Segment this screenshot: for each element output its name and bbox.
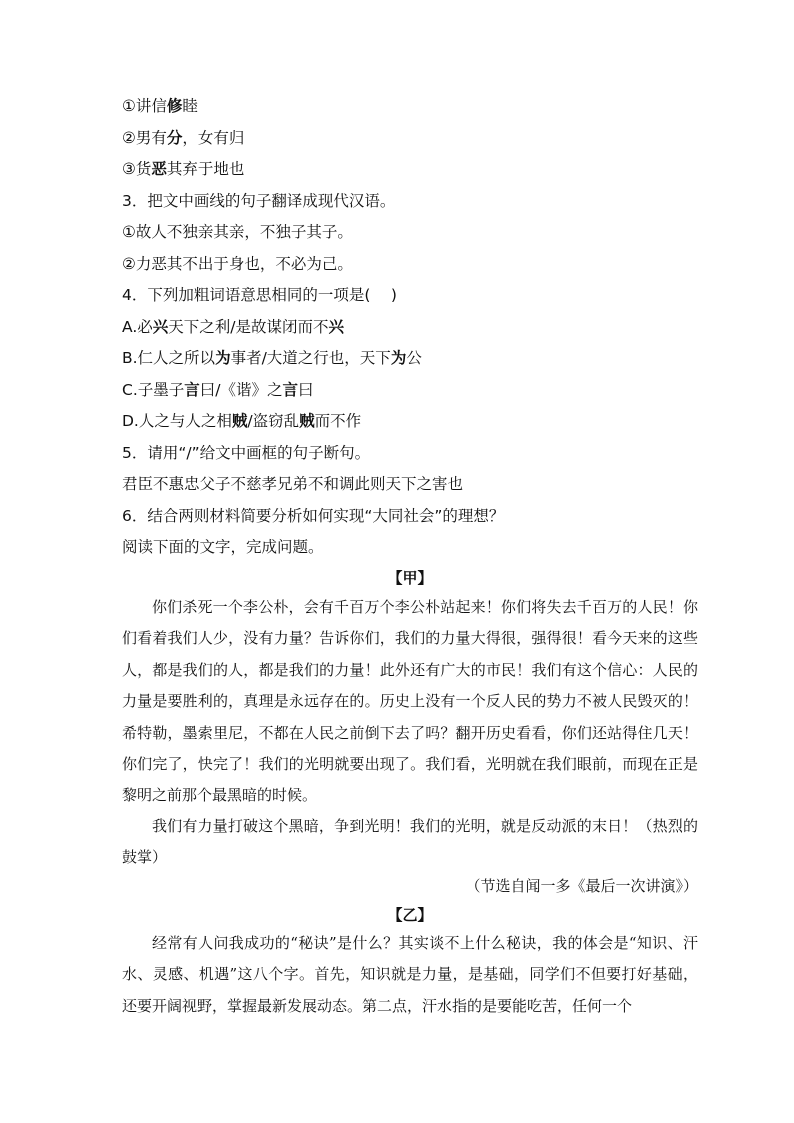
option-b-text-3: 公	[406, 349, 422, 367]
question-3-title: 3．把文中画线的句子翻译成现代汉语。	[122, 192, 396, 210]
option-c-text-2: 曰/《谐》之	[199, 381, 283, 399]
item-3-text: ③货	[122, 160, 152, 178]
item-2	[122, 128, 244, 148]
option-d-text-3: 而不作	[314, 412, 362, 430]
item-3	[122, 159, 244, 179]
option-c-bold-1: 言	[184, 381, 200, 399]
reading-intro: 阅读下面的文字，完成问题。	[122, 538, 324, 556]
option-b-text-2: 事者/大道之行也，天下	[230, 349, 391, 367]
passage-jia-paragraph-1: 你们杀死一个李公朴，会有千百万个李公朴站起来！你们将失去千百万的人民！你们看着我们人少，没有力量？告诉你们，我们的力量大得很，强得很！看今天来的这些人，都是我们的人，都是我们的力量！此外还有广大的市民！我们有这个信心：人民的力量是要胜利的，真理是永远存在的。历史上没有一个反人民的势力不被人民毁灭的！希特勒，墨索里尼，不都在人民之前倒下去了吗？翻开历史看看，你们还站得住几天！你们完了，快完了！我们的光明就要出现了。我们看，光明就在我们眼前，而现在正是黎明之前那个最黑暗的时候。	[122, 598, 698, 805]
option-a-bold-2: 兴	[328, 318, 345, 336]
passage-jia-heading: 【甲】	[387, 569, 433, 587]
passage-yi-heading: 【乙】	[387, 906, 433, 924]
option-c-bold-2: 言	[282, 381, 299, 399]
option-b-bold-1: 为	[215, 349, 231, 367]
item-2-text-end: ，女有归	[182, 129, 245, 147]
item-3-bold-word: 恶	[151, 160, 167, 178]
option-a-text: A.必	[122, 318, 153, 336]
item-2-text: ②男有	[122, 129, 167, 147]
question-4-option-b	[122, 348, 422, 368]
option-b-text: B.仁人之所以	[122, 349, 216, 367]
question-4-option-c	[122, 380, 314, 400]
option-d-text-2: /盗窃乱	[247, 412, 300, 430]
question-6-title: 6．结合两则材料简要分析如何实现“大同社会”的理想？	[122, 507, 505, 525]
option-d-text: D.人之与人之相	[122, 412, 232, 430]
item-2-bold-word: 分	[166, 129, 183, 147]
option-d-bold-1: 贼	[231, 412, 248, 430]
passage-jia-paragraph-2: 我们有力量打破这个黑暗，争到光明！我们的光明，就是反动派的末日！（热烈的鼓掌）	[122, 817, 698, 867]
option-a-text-2: 天下之利/是故谋闭而不	[168, 318, 329, 336]
question-3-sentence-1: ①故人不独亲其亲，不独子其子。	[122, 223, 353, 241]
option-c-text-3: 曰	[298, 381, 314, 399]
option-d-bold-2: 贼	[299, 412, 315, 430]
question-4-title: 4．下列加粗词语意思相同的一项是( )	[122, 286, 397, 304]
item-1	[122, 96, 198, 116]
question-4-option-d	[122, 411, 361, 431]
item-1-text-end: 睦	[182, 97, 198, 115]
passage-jia-source: （节选自闻一多《最后一次讲演》）	[465, 877, 698, 895]
item-1-text: ①讲信	[122, 97, 167, 115]
item-3-text-end: 其弃于地也	[166, 160, 245, 178]
passage-yi-paragraph-1: 经常有人问我成功的“秘诀”是什么？其实谈不上什么秘诀，我的体会是“知识、汗水、灵感、机遇”这八个字。首先，知识就是力量，是基础，同学们不但要打好基础，还要开阔视野，掌握最新发展动态。第二点，汗水指的是要能吃苦，任何一个	[122, 934, 698, 1015]
question-4-option-a	[122, 317, 344, 337]
question-3-sentence-2: ②力恶其不出于身也，不必为己。	[122, 255, 353, 273]
option-a-bold-1: 兴	[152, 318, 169, 336]
item-1-bold-word: 修	[166, 97, 183, 115]
option-c-text: C.子墨子	[122, 381, 185, 399]
option-b-bold-2: 为	[390, 349, 407, 367]
question-5-sentence: 君臣不惠忠父子不慈孝兄弟不和调此则天下之害也	[122, 475, 464, 493]
question-5-title: 5．请用“/”给文中画框的句子断句。	[122, 444, 371, 462]
